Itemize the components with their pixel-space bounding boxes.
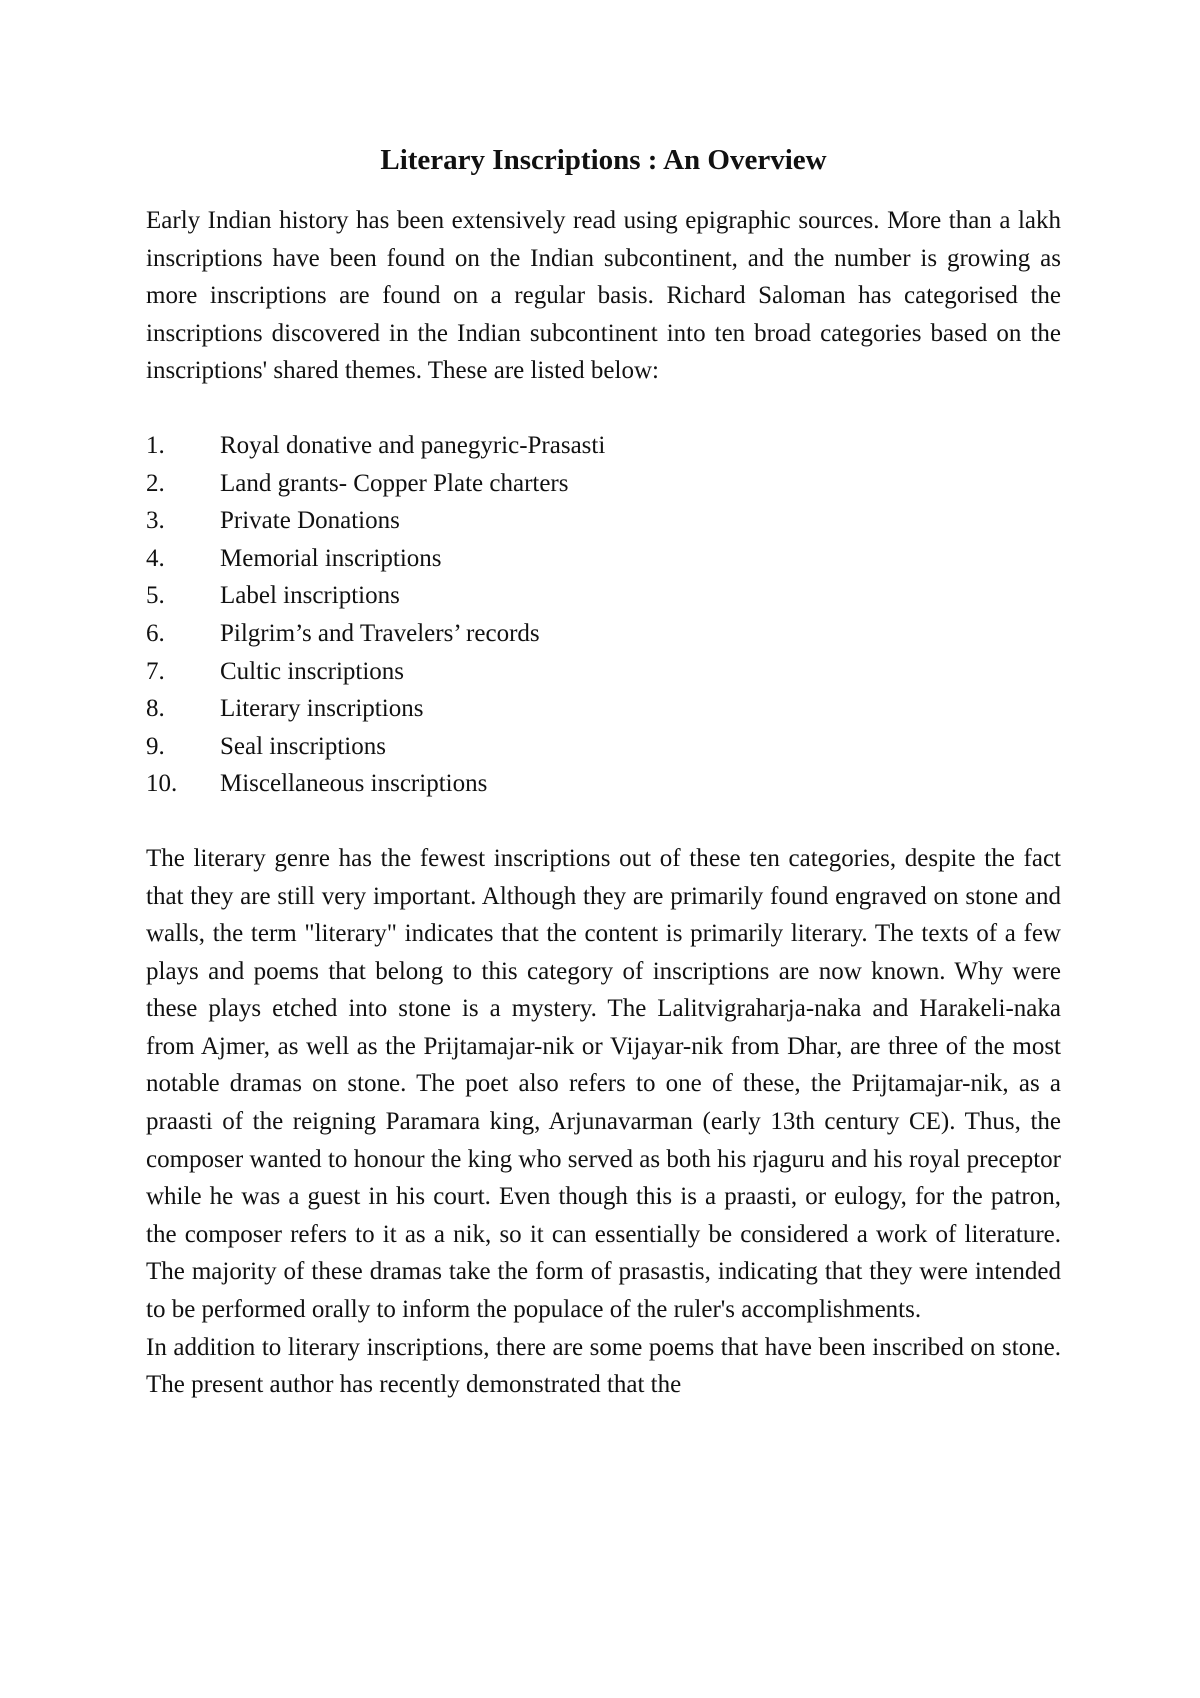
list-item-text: Miscellaneous inscriptions	[220, 770, 488, 798]
list-item	[146, 653, 1061, 691]
list-item-text: Land grants- Copper Plate charters	[220, 469, 569, 497]
list-item-number: 4.	[146, 544, 165, 572]
intro-paragraph: Early Indian history has been extensively read using epigraphic sources. More than a lakh inscriptions have been found on the Indian subcontinent, and the number is growing as more inscriptions are found on a regular basis. Richard Saloman has categorised the inscriptions discovered in the Indian subcontinent into ten broad categories based on the inscriptions' shared themes. These are listed below:	[146, 207, 1061, 385]
list-item	[146, 690, 1061, 728]
body-paragraph-poems: In addition to literary inscriptions, there are some poems that have been inscribed on stone. The present author has recently demonstrated that the	[146, 1333, 1061, 1399]
list-item-text: Seal inscriptions	[220, 732, 386, 760]
list-item-text: Cultic inscriptions	[220, 657, 405, 685]
list-item-number: 10.	[146, 770, 178, 798]
list-item-text: Literary inscriptions	[220, 695, 424, 723]
list-item	[146, 427, 1061, 465]
list-item-text: Label inscriptions	[220, 582, 400, 610]
list-item	[146, 465, 1061, 503]
list-item-number: 7.	[146, 657, 165, 685]
list-item-number: 1.	[146, 431, 165, 459]
document-content	[146, 140, 1061, 1404]
list-item	[146, 540, 1061, 578]
list-item-number: 5.	[146, 582, 165, 610]
list-item-number: 8.	[146, 695, 165, 723]
list-item-number: 3.	[146, 507, 165, 535]
list-item	[146, 615, 1061, 653]
list-item-number: 2.	[146, 469, 165, 497]
list-item-text: Memorial inscriptions	[220, 544, 442, 572]
list-item-number: 9.	[146, 732, 165, 760]
list-item	[146, 765, 1061, 803]
list-item-text: Pilgrim’s and Travelers’ records	[220, 619, 540, 647]
list-item	[146, 577, 1061, 615]
list-item-number: 6.	[146, 619, 165, 647]
list-item	[146, 502, 1061, 540]
list-item	[146, 728, 1061, 766]
categories-list	[146, 427, 1061, 803]
list-item-text: Royal donative and panegyric-Prasasti	[220, 431, 606, 459]
body-paragraph-literary-genre: The literary genre has the fewest inscriptions out of these ten categories, despite the fact that they are still very important. Although they are primarily found engraved on stone and walls, the term "literary" indicates that the content is primarily literary. The texts of a few plays and poems that belong to this category of inscriptions are now known. Why were these plays etched into stone is a mystery. The Lalitvigraharja-naka and Harakeli-naka from Ajmer, as well as the Prijtamajar-nik or Vijayar-nik from Dhar, are three of the most notable dramas on stone. The poet also refers to one of these, the Prijtamajar-nik, as a praasti of the reigning Paramara king, Arjunavarman (early 13th century CE). Thus, the composer wanted to honour the king who served as both his rjaguru and his royal preceptor while he was a guest in his court. Even though this is a praasti, or eulogy, for the patron, the composer refers to it as a nik, so it can essentially be considered a work of literature. The majority of these dramas take the form of prasastis, indicating that they were intended to be performed orally to inform the populace of the ruler's accomplishments.	[146, 844, 1061, 1324]
document-title: Literary Inscriptions : An Overview	[380, 144, 827, 176]
list-item-text: Private Donations	[220, 507, 400, 535]
